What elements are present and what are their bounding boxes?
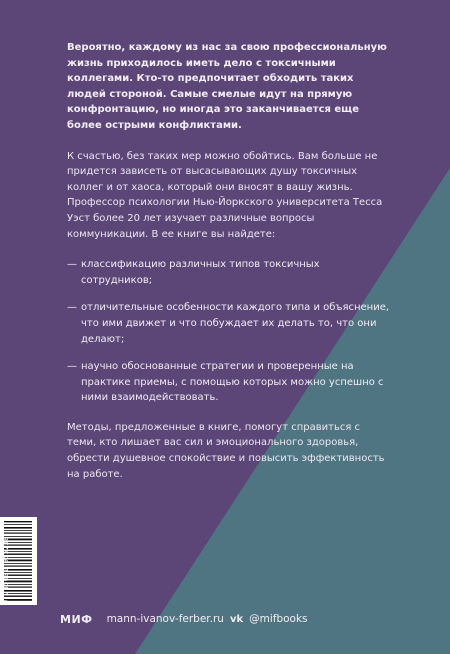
publisher-footer bbox=[60, 611, 308, 627]
closing-paragraph: Методы, предложенные в книге, помогут справиться с теми, кто лишает вас сил и эмоционального здоровья, обрести душевное спокойствие и повысить эффективность на работе. bbox=[67, 421, 385, 480]
bullet-dash: — bbox=[67, 259, 77, 271]
list-item bbox=[67, 359, 392, 406]
intro-paragraph: Вероятно, каждому из нас за свою профессиональную жизнь приходилось иметь дело с токсичными коллегами. Кто-то предпочитает обходить таких людей стороной. Самые смелые идут на прямую конфронтацию, но иногда это заканчивается еще более острыми конфликтами. bbox=[67, 42, 387, 131]
list-item-text: научно обоснованные стратегии и проверенные на практике приемы, с помощью которых можно успешно с ними взаимодействовать. bbox=[81, 361, 384, 404]
bullet-dash: — bbox=[67, 302, 77, 314]
website-link[interactable]: mann-ivanov-ferber.ru bbox=[106, 613, 224, 625]
list-item bbox=[67, 300, 392, 347]
annotation-text bbox=[67, 40, 392, 497]
publisher-logo: МИФ bbox=[60, 612, 93, 626]
body-paragraph: К счастью, без таких мер можно обойтись. Вам больше не придется зависеть от высасывающих душу токсичных коллег и от хаоса, который они вносят в вашу жизнь. Профессор психологии Нью-Йоркского университета Тесса Уэст более 20 лет изучает различные вопросы коммуникации. В ее книге вы найдете: bbox=[67, 150, 383, 240]
barcode-number: 9 785001 955238 bbox=[2, 536, 10, 604]
feature-list bbox=[67, 257, 392, 406]
list-item bbox=[67, 257, 392, 288]
vk-icon: vk bbox=[229, 613, 244, 625]
social-handle[interactable]: @mifbooks bbox=[249, 613, 308, 625]
bullet-dash: — bbox=[67, 361, 77, 373]
list-item-text: отличительные особенности каждого типа и объяснение, что ими движет и что побуждает их делать то, что они делают; bbox=[81, 302, 390, 345]
list-item-text: классификацию различных типов токсичных сотрудников; bbox=[81, 259, 320, 286]
